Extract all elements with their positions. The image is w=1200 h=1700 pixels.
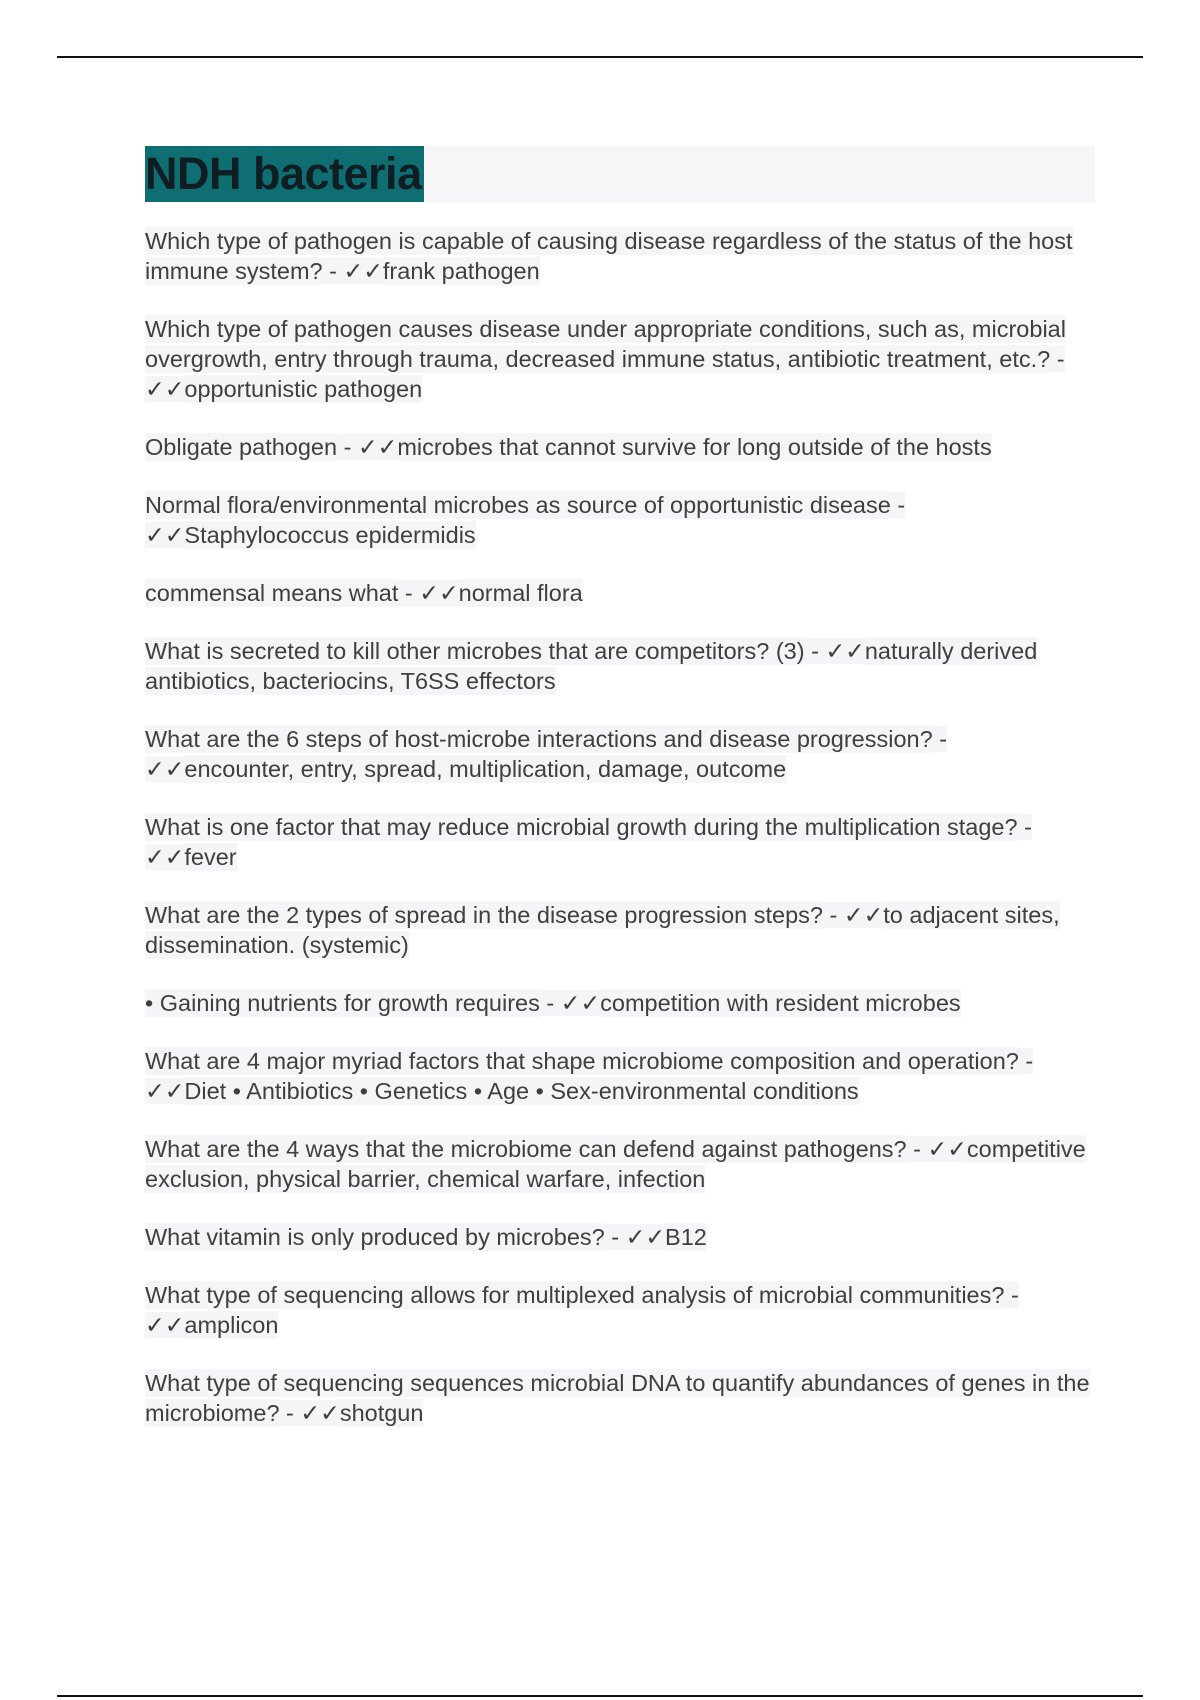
title-bar — [145, 146, 1095, 202]
entry-separator: - — [1004, 1282, 1019, 1308]
qa-entry — [145, 578, 1095, 608]
check-mark-icon: ✓✓ — [145, 1078, 185, 1104]
qa-entry — [145, 1222, 1095, 1252]
entry-question: What vitamin is only produced by microbes? — [145, 1224, 605, 1250]
entry-answer: to adjacent sites, dissemination. (systemic) — [145, 902, 1060, 958]
entry-answer: competition with resident microbes — [600, 990, 961, 1016]
entry-question: What is secreted to kill other microbes that are competitors? (3) — [145, 638, 805, 664]
check-mark-icon: ✓✓ — [625, 1224, 666, 1250]
entry-separator: - — [322, 258, 344, 284]
entry-answer: amplicon — [184, 1312, 279, 1338]
entry-separator: - — [1018, 1048, 1034, 1074]
entry-answer: microbes that cannot survive for long outside of the hosts — [397, 434, 992, 460]
entry-answer: opportunistic pathogen — [184, 376, 423, 402]
entry-question: Which type of pathogen is capable of causing disease regardless of the status of the host immune system? — [145, 228, 1073, 284]
check-mark-icon: ✓✓ — [145, 376, 185, 402]
qa-entry — [145, 1280, 1095, 1340]
bottom-divider — [57, 1695, 1143, 1697]
qa-entry — [145, 1046, 1095, 1106]
entry-separator: - — [539, 990, 561, 1016]
entry-question: What are the 6 steps of host-microbe interactions and disease progression? — [145, 726, 933, 752]
entry-answer: B12 — [665, 1224, 707, 1250]
entry-question: Obligate pathogen — [145, 434, 338, 460]
entry-question: What are the 2 types of spread in the disease progression steps? — [145, 902, 823, 928]
entry-answer: encounter, entry, spread, multiplication, damage, outcome — [184, 756, 787, 782]
qa-entry — [145, 1368, 1095, 1428]
entry-answer: fever — [184, 844, 237, 870]
check-mark-icon: ✓✓ — [825, 638, 865, 664]
entry-separator: - — [906, 1136, 928, 1162]
entry-answer: Staphylococcus epidermidis — [184, 522, 476, 548]
entry-separator: - — [1017, 814, 1032, 840]
qa-entry — [145, 432, 1095, 462]
entry-question: Normal flora/environmental microbes as source of opportunistic disease — [145, 492, 891, 518]
qa-entry — [145, 1134, 1095, 1194]
qa-entry — [145, 490, 1095, 550]
qa-entry — [145, 724, 1095, 784]
check-mark-icon: ✓✓ — [419, 580, 459, 606]
check-mark-icon: ✓✓ — [927, 1136, 967, 1162]
qa-entry — [145, 314, 1095, 404]
entry-question: What are 4 major myriad factors that shape microbiome composition and operation? — [145, 1048, 1019, 1074]
qa-entry — [145, 636, 1095, 696]
check-mark-icon: ✓✓ — [145, 756, 185, 782]
entry-answer: competitive exclusion, physical barrier, chemical warfare, infection — [145, 1136, 1086, 1192]
entry-separator: - — [337, 434, 358, 460]
document-title: NDH bacteria — [145, 146, 424, 202]
check-mark-icon: ✓✓ — [343, 258, 383, 284]
check-mark-icon: ✓✓ — [145, 522, 185, 548]
entry-separator: - — [1050, 346, 1065, 372]
check-mark-icon: ✓✓ — [145, 1312, 185, 1338]
check-mark-icon: ✓✓ — [145, 844, 185, 870]
entry-answer: frank pathogen — [382, 258, 540, 284]
entry-question: commensal means what — [145, 580, 399, 606]
qa-entry — [145, 812, 1095, 872]
check-mark-icon: ✓✓ — [357, 434, 398, 460]
entry-separator: - — [804, 638, 826, 664]
entry-answer: shotgun — [339, 1400, 424, 1426]
entry-separator: - — [822, 902, 844, 928]
entry-answer: normal flora — [458, 580, 583, 606]
entry-question: What are the 4 ways that the microbiome can defend against pathogens? — [145, 1136, 907, 1162]
document-body — [145, 146, 1095, 1456]
entry-question: What is one factor that may reduce microbial growth during the multiplication stage? — [145, 814, 1018, 840]
entry-question: • Gaining nutrients for growth requires — [145, 990, 540, 1016]
entry-separator: - — [890, 492, 906, 518]
check-mark-icon: ✓✓ — [300, 1400, 340, 1426]
entry-answer: naturally derived antibiotics, bacteriocins, T6SS effectors — [145, 638, 1038, 694]
qa-entry — [145, 226, 1095, 286]
qa-entry — [145, 900, 1095, 960]
entry-answer: Diet • Antibiotics • Genetics • Age • Sex-environmental conditions — [184, 1078, 859, 1104]
top-divider — [57, 56, 1143, 58]
entry-question: What type of sequencing allows for multiplexed analysis of microbial communities? — [145, 1282, 1005, 1308]
entry-separator: - — [932, 726, 948, 752]
entry-separator: - — [604, 1224, 626, 1250]
check-mark-icon: ✓✓ — [843, 902, 884, 928]
entry-question: What type of sequencing sequences microbial DNA to quantify abundances of genes in the microbiome? — [145, 1370, 1090, 1426]
qa-list — [145, 226, 1095, 1428]
entry-separator: - — [398, 580, 420, 606]
entry-question: Which type of pathogen causes disease under appropriate conditions, such as, microbial overgrowth, entry through trauma, decreased immune status, antibiotic treatment, etc.? — [145, 316, 1066, 372]
entry-separator: - — [279, 1400, 301, 1426]
check-mark-icon: ✓✓ — [560, 990, 601, 1016]
qa-entry — [145, 988, 1095, 1018]
